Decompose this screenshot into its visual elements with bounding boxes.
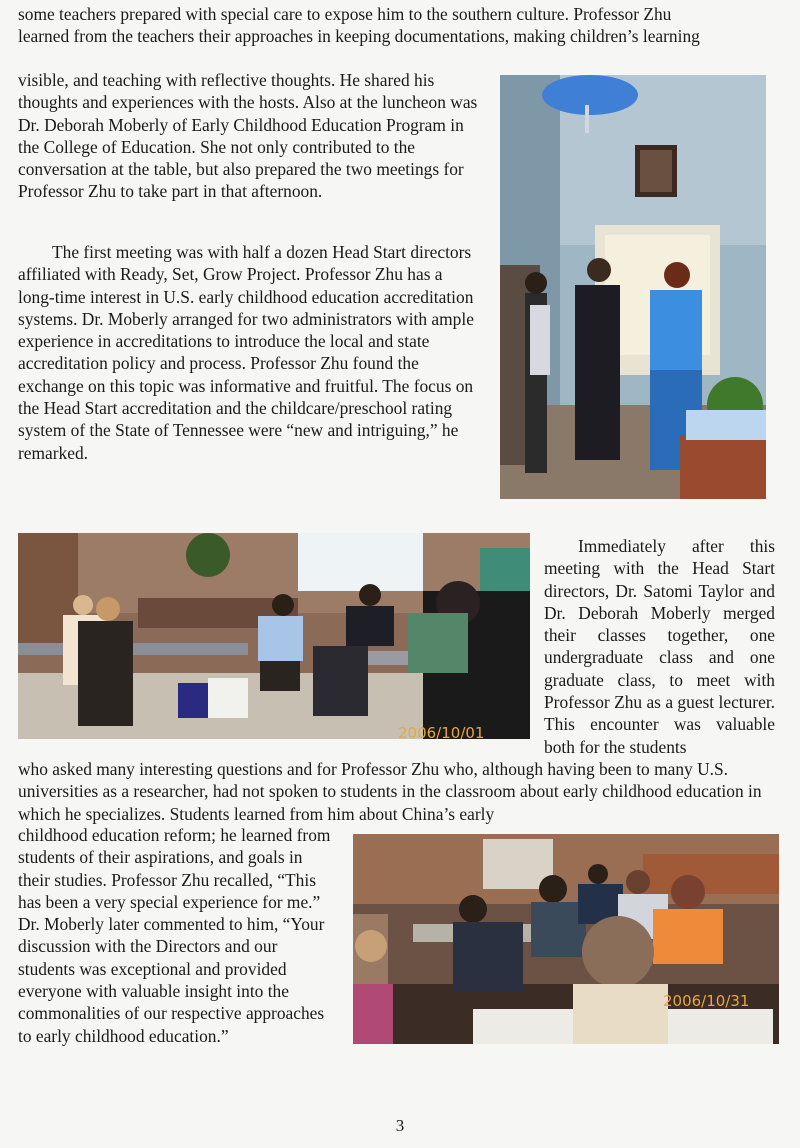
page-number: 3 xyxy=(395,1116,405,1135)
classroom-photo xyxy=(353,834,779,1044)
photo-date-stamp: 2006/10/31 xyxy=(663,992,750,1010)
paragraph-2: The first meeting was with half a dozen Head Start directors affiliated with Ready, Set, Grow Project. Professor Zhu has a long-time interest in U.S. early childhood education accreditation systems. Dr. Moberly arranged for two administrators with ample experience in accreditations to introduce the local and state accreditation policy and process. Professor Zhu found the exchange on this topic was informative and fruitful. The focus on the Head Start accreditation and the childcare/preschool rating system of the State of Tennessee were “new and intriguing,” he remarked. xyxy=(18,242,474,463)
paragraph-3-side: Immediately after this meeting with the Head Start directors, Dr. Satomi Taylor and Dr. Deborah Moberly merged their classes together, one undergraduate class and one graduate class, to meet with Professor Zhu as a guest lecturer. This encounter was valuable both for the students xyxy=(544,536,775,757)
hallway-photo xyxy=(500,75,766,499)
photo-date-stamp: 2006/10/01 xyxy=(398,724,485,739)
paragraph-1-top xyxy=(18,3,793,48)
paragraph-1-rest: visible, and teaching with reflective thoughts. He shared his thoughts and experiences with the hosts. Also at the luncheon was Dr. Deborah Moberly of Early Childhood Education Program in the College of Education. She not only contributed to the conversation at the table, but also prepared the two meetings for Professor Zhu to take part in that afternoon. xyxy=(18,70,478,202)
text-line: learned from the teachers their approaches in keeping documentations, making children’s learning xyxy=(18,26,700,47)
text-line: some teachers prepared with special care to expose him to the southern culture. Professor Zhu xyxy=(18,4,672,24)
paragraph-3-full: who asked many interesting questions and for Professor Zhu who, although having been to many U.S. universities as a researcher, had not spoken to students in the classroom about early childhood education in which he specializes. Students learned from him about China’s early xyxy=(18,759,762,824)
paragraph-3-bottom: childhood education reform; he learned from students of their aspirations, and goals in their studies. Professor Zhu recalled, “This has been a very special experience for me.” Dr. Moberly later commented to him, “Your discussion with the Directors and our students was exceptional and provided everyone with valuable insight into the commonalities of our respective approaches to early childhood education.” xyxy=(18,825,331,1046)
meeting-photo xyxy=(18,533,530,739)
